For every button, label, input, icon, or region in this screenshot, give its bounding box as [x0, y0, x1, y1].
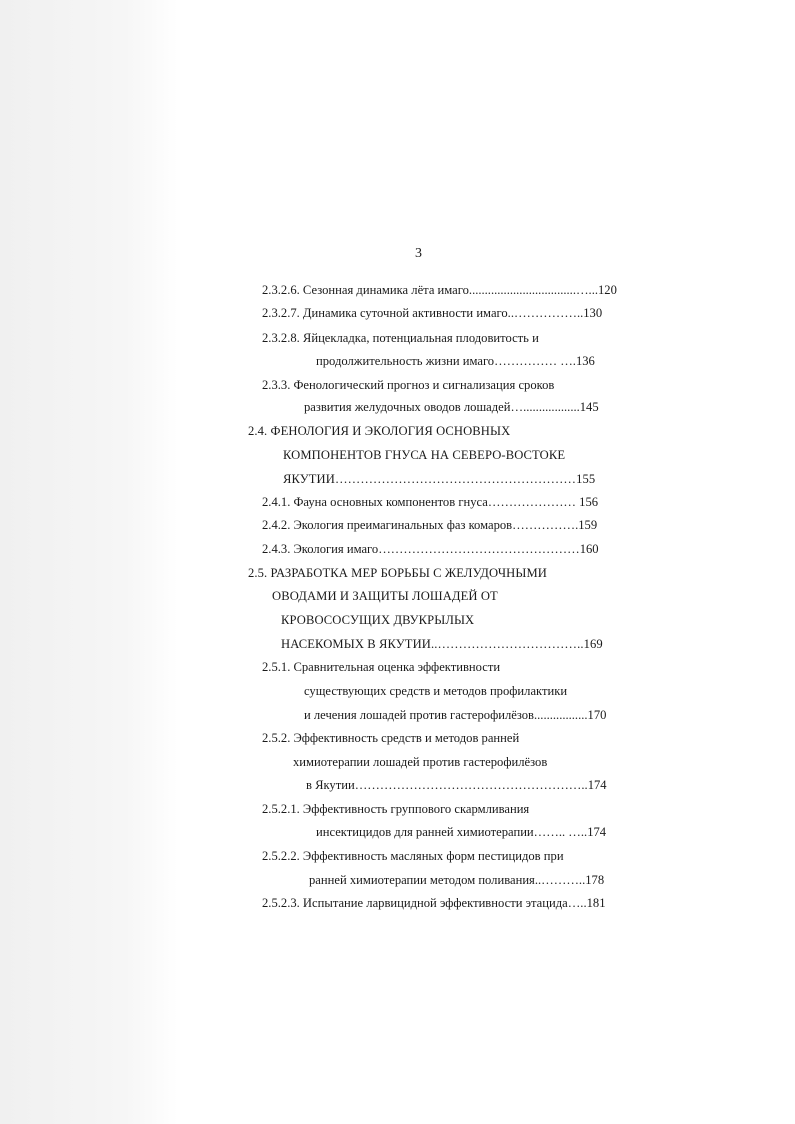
toc-entry: 2.3.2.8. Яйцекладка, потенциальная плодовитость и: [262, 331, 539, 345]
toc-entry: КОМПОНЕНТОВ ГНУСА НА СЕВЕРО-ВОСТОКЕ: [283, 448, 566, 462]
page-number: 3: [415, 246, 422, 261]
toc-entry: 2.3.2.6. Сезонная динамика лёта имаго..................................…...120: [262, 283, 617, 297]
toc-entry: развития желудочных оводов лошадей…..................145: [304, 400, 599, 414]
toc-entry: 2.5.2.3. Испытание ларвицидной эффективности этацида…..181: [262, 896, 606, 910]
toc-entry: и лечения лошадей против гастерофилёзов.................170: [304, 708, 607, 722]
toc-entry: химиотерапии лошадей против гастерофилёзов: [293, 755, 548, 769]
toc-entry: ранней химиотерапии методом поливания..………..178: [309, 873, 605, 887]
toc-entry: КРОВОСОСУЩИХ ДВУКРЫЛЫХ: [281, 613, 475, 627]
toc-entry: существующих средств и методов профилактики: [304, 684, 568, 698]
toc-entry: инсектицидов для ранней химиотерапии…….. …..174: [316, 825, 607, 839]
toc-entry: в Якутии………………………………………………..174: [306, 778, 607, 792]
toc-entry: 2.3.3. Фенологический прогноз и сигнализация сроков: [262, 378, 555, 392]
toc-entry: 2.3.2.7. Динамика суточной активности имаго..……………..130: [262, 306, 603, 320]
toc-entry: ОВОДАМИ И ЗАЩИТЫ ЛОШАДЕЙ ОТ: [272, 589, 498, 603]
toc-entry: 2.5. РАЗРАБОТКА МЕР БОРЬБЫ С ЖЕЛУДОЧНЫМИ: [248, 566, 547, 580]
toc-entry: 2.5.2. Эффективность средств и методов ранней: [262, 731, 520, 745]
toc-entry: НАСЕКОМЫХ В ЯКУТИИ..……………………………..169: [281, 637, 603, 651]
toc-entry: 2.4. ФЕНОЛОГИЯ И ЭКОЛОГИЯ ОСНОВНЫХ: [248, 424, 511, 438]
toc-entry: продолжительность жизни имаго…………… ….136: [316, 354, 595, 368]
toc-entry: 2.5.2.2. Эффективность масляных форм пестицидов при: [262, 849, 564, 863]
scan-shadow: [0, 0, 178, 1124]
toc-entry: 2.5.1. Сравнительная оценка эффективности: [262, 660, 501, 674]
toc-entry: 2.4.3. Экология имаго…………………………………………160: [262, 542, 599, 556]
toc-entry: 2.5.2.1. Эффективность группового скармливания: [262, 802, 530, 816]
toc-entry: 2.4.1. Фауна основных компонентов гнуса………………… 156: [262, 495, 599, 509]
toc-entry: ЯКУТИИ…………………………………………………155: [283, 472, 596, 486]
toc-entry: 2.4.2. Экология преимагинальных фаз комаров…………….159: [262, 518, 598, 532]
